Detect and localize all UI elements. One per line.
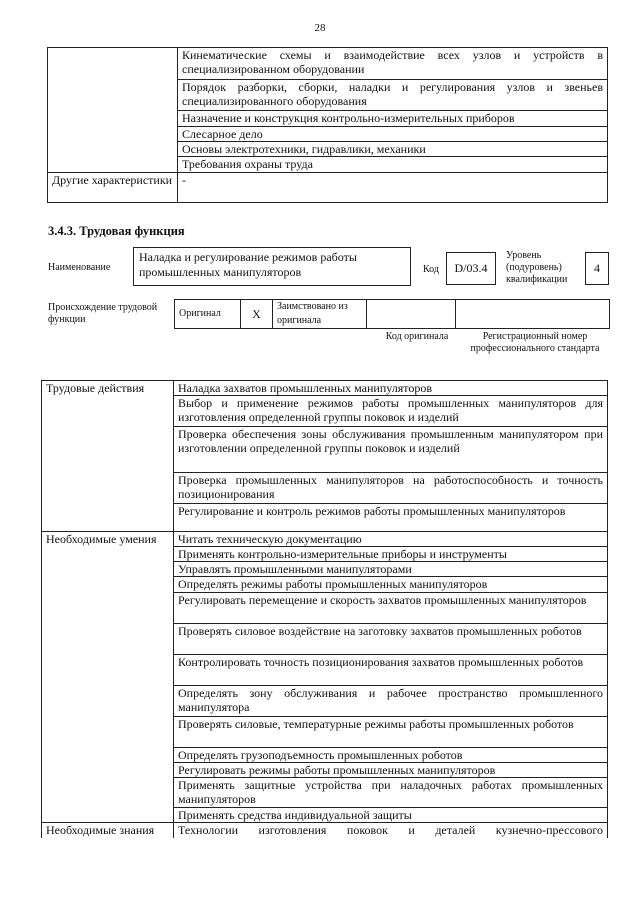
labor-action-row: Наладка захватов промышленных манипуляторов (174, 381, 608, 396)
code-label: Код (423, 264, 439, 275)
skill-row: Применять средства индивидуальной защиты (174, 808, 608, 823)
knowledge-row: Кинематические схемы и взаимодействие всех узлов и устройств в специализированном оборудовании (178, 48, 608, 80)
original-code-hint: Код оригинала (385, 331, 449, 342)
registration-number-hint: Регистрационный номер профессионального стандарта (470, 331, 600, 354)
name-label: Наименование (48, 262, 111, 273)
skill-row: Регулировать перемещение и скорость захватов промышленных манипуляторов (174, 593, 608, 624)
skill-row: Контролировать точность позиционирования захватов промышленных роботов (174, 655, 608, 686)
knowledge-row: Слесарное дело (178, 127, 608, 142)
knowledge-row: Порядок разборки, сборки, наладки и регулирования узлов и звеньев специализированного оборудования (178, 80, 608, 111)
labor-actions-label: Трудовые действия (42, 381, 174, 532)
labor-action-row: Проверка обеспечения зоны обслуживания промышленным манипулятором при изготовлении определенной группы поковок и изделий (174, 427, 608, 473)
skill-row: Определять режимы работы промышленных манипуляторов (174, 577, 608, 593)
skill-row: Читать техническую документацию (174, 532, 608, 547)
origin-table (174, 299, 610, 329)
labor-action-row: Регулирование и контроль режимов работы промышленных манипуляторов (174, 504, 608, 532)
required-skills-label: Необходимые умения (42, 532, 174, 823)
borrowed-label: Заимствовано из оригинала (273, 300, 367, 329)
page-number: 28 (314, 22, 326, 34)
skill-row: Проверять силовые, температурные режимы работы промышленных роботов (174, 717, 608, 748)
skill-row: Управлять промышленными манипуляторами (174, 562, 608, 577)
origin-label: Происхождение трудовой функции (48, 302, 158, 325)
skill-row: Проверять силовое воздействие на заготовку захватов промышленных роботов (174, 624, 608, 655)
knowledge-row: Основы электротехники, гидравлики, механики (178, 142, 608, 157)
function-details-table (41, 380, 608, 838)
code-box: D/03.4 (446, 252, 496, 285)
section-heading: 3.4.3. Трудовая функция (48, 224, 185, 238)
skill-row: Применять контрольно-измерительные приборы и инструменты (174, 547, 608, 562)
original-code-cell (367, 300, 456, 329)
skill-row: Определять зону обслуживания и рабочее пространство промышленного манипулятора (174, 686, 608, 717)
knowledge-row: Назначение и конструкция контрольно-измерительных приборов (178, 111, 608, 127)
empty-label-cell (48, 48, 178, 173)
registration-number-cell (456, 300, 610, 329)
knowledge-item-row: Технологии изготовления поковок и деталей кузнечно-прессового (174, 823, 608, 838)
qualification-level-label: Уровень (подуровень) квалификации (506, 250, 568, 285)
original-mark: X (241, 300, 273, 329)
other-characteristics-value: - (178, 173, 608, 203)
skill-row: Применять защитные устройства при наладочных работах промышленных манипуляторов (174, 778, 608, 808)
original-label: Оригинал (175, 300, 241, 329)
skill-row: Определять грузоподъемность промышленных роботов (174, 748, 608, 763)
labor-action-row: Проверка промышленных манипуляторов на работоспособность и точность позиционирования (174, 473, 608, 504)
required-knowledge-label: Необходимые знания (42, 823, 174, 838)
knowledge-continuation-table (47, 47, 608, 203)
knowledge-row: Требования охраны труда (178, 157, 608, 173)
qualification-level-box: 4 (585, 252, 609, 285)
skill-row: Регулировать режимы работы промышленных манипуляторов (174, 763, 608, 778)
function-name-box: Наладка и регулирование режимов работы промышленных манипуляторов (133, 247, 411, 286)
other-characteristics-label: Другие характеристики (48, 173, 178, 203)
labor-action-row: Выбор и применение режимов работы промышленных манипуляторов для изготовления определенной группы поковок и изделий (174, 396, 608, 427)
